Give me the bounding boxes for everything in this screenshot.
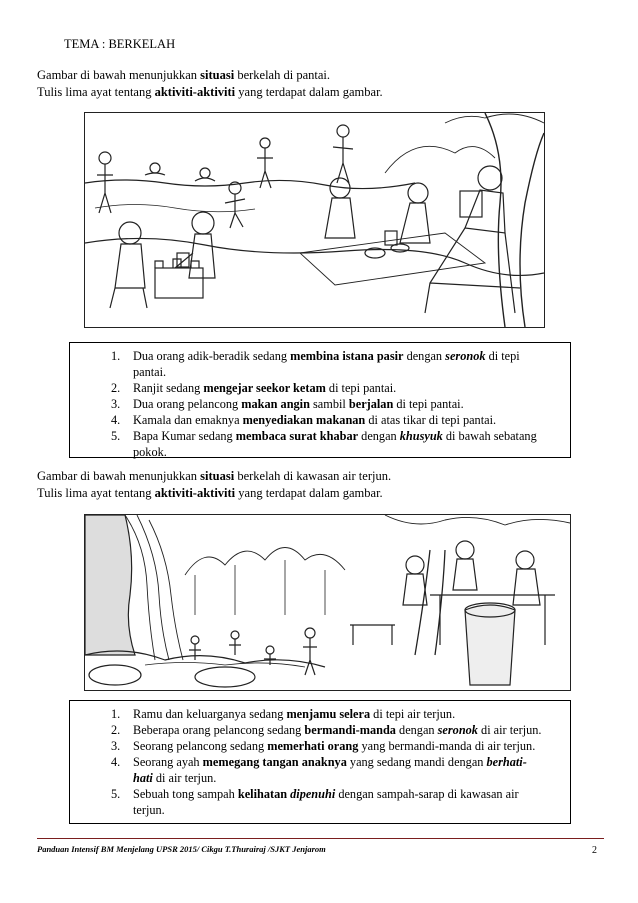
- beach-answer-box: [69, 342, 571, 458]
- answer-item: [107, 786, 562, 818]
- answer-text: Beberapa orang pelancong sedang: [133, 723, 305, 737]
- intro-keyword: aktiviti-aktiviti: [154, 85, 236, 99]
- intro-text: Tulis lima ayat tentang: [37, 85, 155, 99]
- intro-keyword: aktiviti-aktiviti: [154, 486, 236, 500]
- answer-keyword: makan angin: [241, 397, 310, 411]
- section1-intro-line2: [37, 84, 383, 101]
- answer-keyword: memerhati orang: [267, 739, 359, 753]
- answer-text: sambil: [309, 397, 349, 411]
- answer-number: 3.: [111, 739, 121, 753]
- answer-number: 4.: [111, 755, 121, 769]
- answer-text: di tepi pantai.: [325, 381, 397, 395]
- answer-keyword: khusyuk: [399, 429, 443, 443]
- section2-intro-line2: [37, 485, 383, 502]
- intro-text: yang terdapat dalam gambar.: [235, 85, 383, 99]
- answer-text: pantai.: [133, 365, 167, 379]
- page-theme: TEMA : BERKELAH: [64, 37, 176, 51]
- answer-text: di bawah sebatang: [442, 429, 537, 443]
- intro-text: Gambar di bawah menunjukkan: [37, 68, 201, 82]
- answer-keyword: hati: [133, 771, 153, 785]
- answer-keyword: berhati-: [486, 755, 527, 769]
- answer-keyword: seronok: [437, 723, 478, 737]
- intro-text: yang terdapat dalam gambar.: [235, 486, 383, 500]
- section1-intro-line1: [37, 67, 330, 84]
- answer-text: di tepi air terjun.: [370, 707, 456, 721]
- answer-text: terjun.: [133, 803, 165, 817]
- answer-text: dengan: [358, 429, 400, 443]
- answer-keyword: dipenuhi: [290, 787, 336, 801]
- answer-text: Kamala dan emaknya: [133, 413, 243, 427]
- waterfall-answer-box: [69, 700, 571, 824]
- answer-number: 4.: [111, 413, 121, 427]
- answer-item: [107, 706, 562, 722]
- answer-item: [107, 348, 562, 380]
- beach-scene-drawing: [85, 113, 544, 327]
- answer-number: 1.: [111, 707, 121, 721]
- intro-text: Gambar di bawah menunjukkan: [37, 469, 201, 483]
- answer-number: 1.: [111, 349, 121, 363]
- answer-text: di air terjun.: [152, 771, 217, 785]
- answer-text: di tepi pantai.: [393, 397, 464, 411]
- answer-text: Bapa Kumar sedang: [133, 429, 236, 443]
- answer-number: 2.: [111, 381, 121, 395]
- beach-answer-list: [107, 348, 562, 460]
- intro-keyword: situasi: [200, 68, 235, 82]
- intro-text: berkelah di kawasan air terjun.: [234, 469, 392, 483]
- answer-keyword: menjamu selera: [286, 707, 371, 721]
- answer-keyword: mengejar seekor ketam: [203, 381, 326, 395]
- answer-text: pokok.: [133, 445, 167, 459]
- answer-number: 5.: [111, 787, 121, 801]
- footer-divider: [37, 838, 604, 839]
- answer-text: di tepi: [485, 349, 520, 363]
- answer-keyword: menyediakan makanan: [242, 413, 366, 427]
- waterfall-answer-list: [107, 706, 562, 818]
- answer-text: Seorang ayah: [133, 755, 203, 769]
- answer-keyword: memegang tangan anaknya: [202, 755, 347, 769]
- intro-text: berkelah di pantai.: [234, 68, 330, 82]
- answer-number: 2.: [111, 723, 121, 737]
- answer-text: Ranjit sedang: [133, 381, 204, 395]
- answer-number: 3.: [111, 397, 121, 411]
- answer-keyword: berjalan: [348, 397, 394, 411]
- answer-keyword: bermandi-manda: [304, 723, 396, 737]
- answer-text: Dua orang adik-beradik sedang: [133, 349, 291, 363]
- answer-number: 5.: [111, 429, 121, 443]
- answer-text: dengan: [403, 349, 446, 363]
- page-number: 2: [592, 845, 597, 856]
- answer-text: dengan sampah-sarap di kawasan air: [335, 787, 519, 801]
- answer-item: [107, 428, 562, 460]
- answer-text: yang sedang mandi dengan: [346, 755, 487, 769]
- answer-text: Sebuah tong sampah: [133, 787, 238, 801]
- answer-item: [107, 380, 562, 396]
- answer-item: [107, 412, 562, 428]
- answer-item: [107, 754, 562, 786]
- answer-keyword: membina istana pasir: [290, 349, 404, 363]
- intro-text: Tulis lima ayat tentang: [37, 486, 155, 500]
- footer-credit: Panduan Intensif BM Menjelang UPSR 2015/ Cikgu T.Thurairaj /SJKT Jenjarom: [37, 844, 326, 854]
- answer-text: Dua orang pelancong: [133, 397, 242, 411]
- section2-intro-line1: [37, 468, 391, 485]
- answer-keyword: seronok: [445, 349, 486, 363]
- intro-keyword: situasi: [200, 469, 235, 483]
- answer-text: yang bermandi-manda di air terjun.: [358, 739, 536, 753]
- answer-keyword: kelihatan: [237, 787, 288, 801]
- answer-text: dengan: [395, 723, 438, 737]
- answer-text: Ramu dan keluarganya sedang: [133, 707, 287, 721]
- waterfall-picnic-illustration: [84, 514, 571, 691]
- answer-keyword: membaca surat khabar: [235, 429, 359, 443]
- answer-text: Seorang pelancong sedang: [133, 739, 268, 753]
- answer-text: di air terjun.: [477, 723, 542, 737]
- beach-picnic-illustration: [84, 112, 545, 328]
- answer-item: [107, 738, 562, 754]
- answer-text: di atas tikar di tepi pantai.: [365, 413, 497, 427]
- answer-item: [107, 722, 562, 738]
- answer-item: [107, 396, 562, 412]
- waterfall-scene-drawing: [85, 515, 570, 690]
